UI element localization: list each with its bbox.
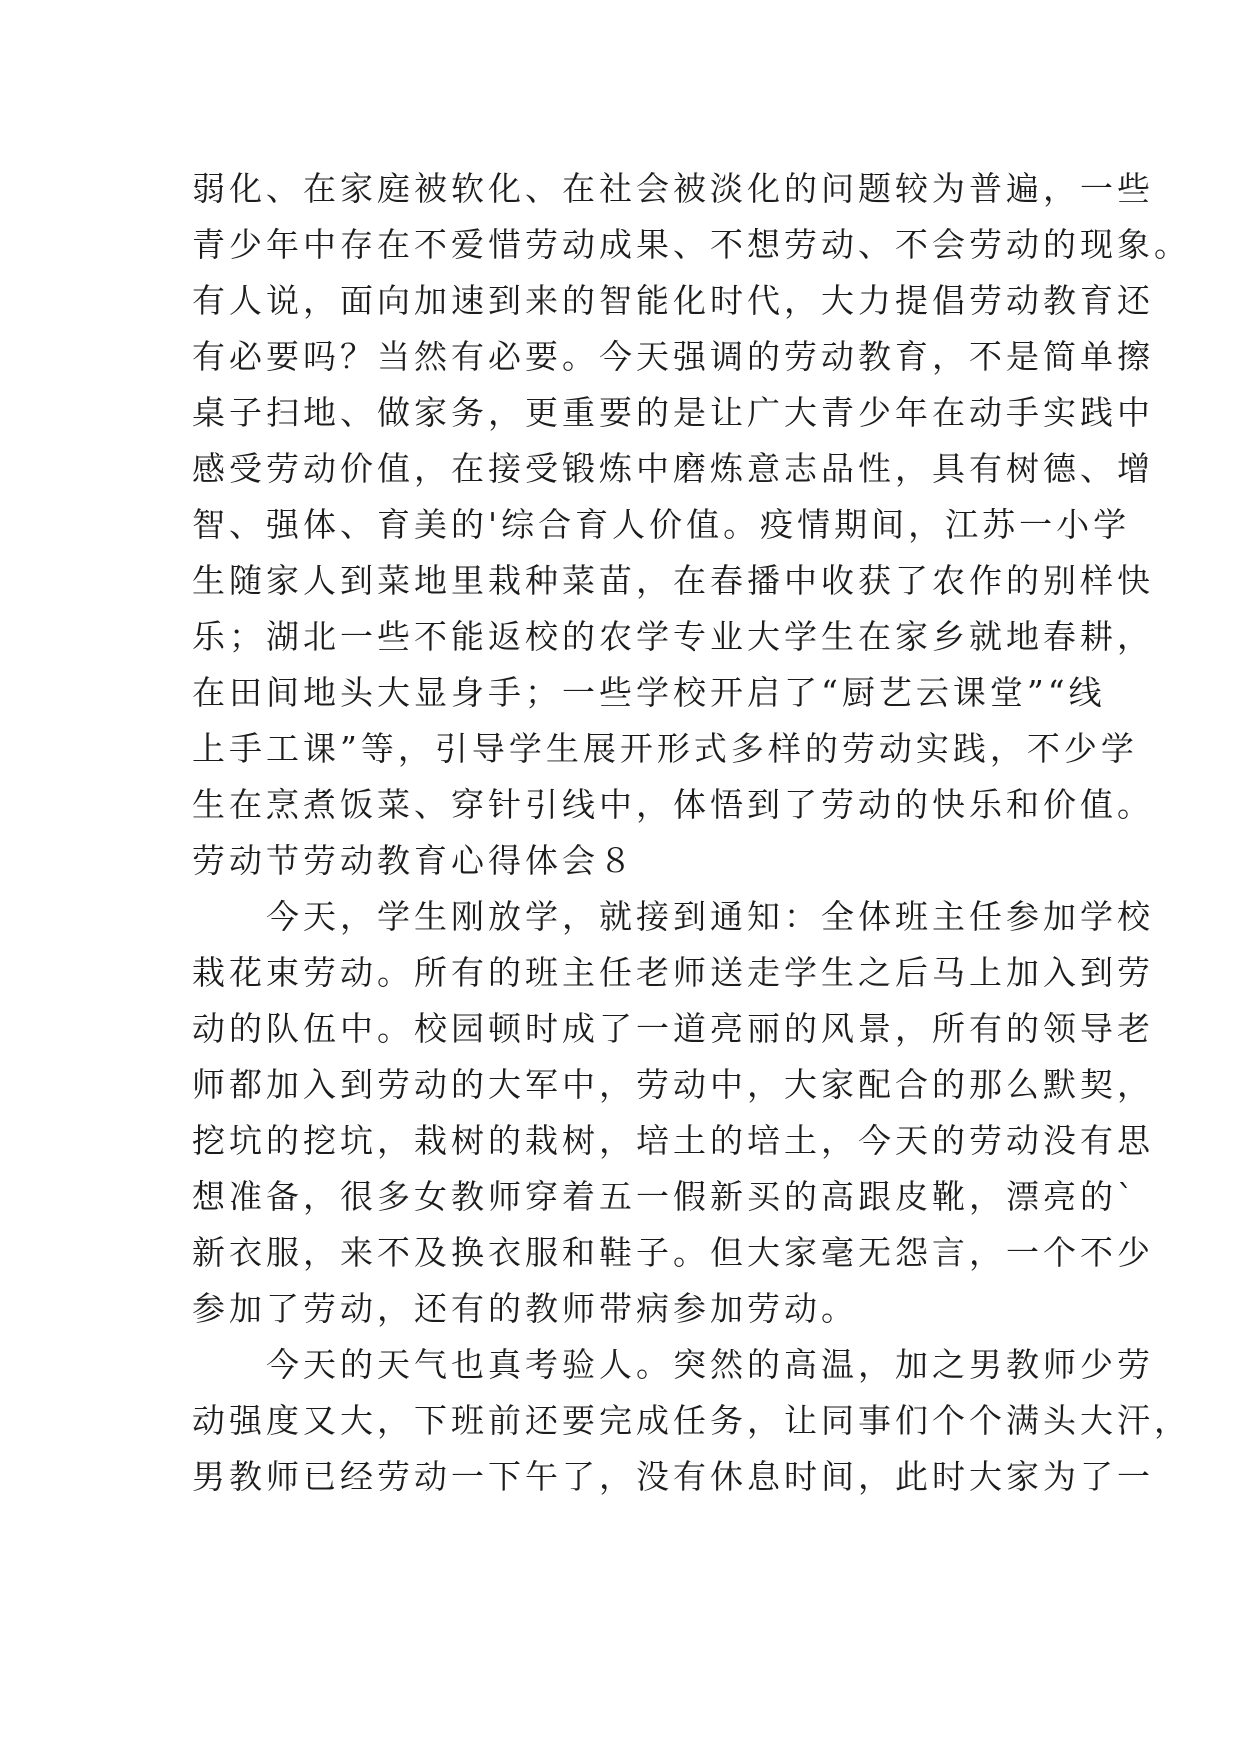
text-line: 上手工课”等，引导学生展开形式多样的劳动实践，不少学 [192, 729, 1138, 768]
section-heading: 劳动节劳动教育心得体会８ [192, 841, 636, 880]
text-line: 智、强体、育美的'综合育人价值。疫情期间，江苏一小学 [192, 505, 1131, 544]
text-line: 生随家人到菜地里栽种菜苗，在春播中收获了农作的别样快 [192, 561, 1154, 600]
text-line: 栽花束劳动。所有的班主任老师送走学生之后马上加入到劳 [192, 953, 1154, 992]
text-line: 感受劳动价值，在接受锻炼中磨炼意志品性，具有树德、增 [192, 449, 1154, 488]
text-line: 弱化、在家庭被软化、在社会被淡化的问题较为普遍，一些 [192, 169, 1154, 208]
text-line: 师都加入到劳动的大军中，劳动中，大家配合的那么默契， [192, 1065, 1154, 1104]
text-line: 有人说，面向加速到来的智能化时代，大力提倡劳动教育还 [192, 281, 1154, 320]
text-line: 乐；湖北一些不能返校的农学专业大学生在家乡就地春耕， [192, 617, 1154, 656]
text-line: 有必要吗？当然有必要。今天强调的劳动教育，不是简单擦 [192, 337, 1154, 376]
text-line: 今天的天气也真考验人。突然的高温，加之男教师少劳 [192, 1345, 1154, 1384]
text-line: 青少年中存在不爱惜劳动成果、不想劳动、不会劳动的现象。 [192, 225, 1191, 264]
text-line: 在田间地头大显身手；一些学校开启了“厨艺云课堂”“线 [192, 673, 1106, 712]
text-line: 参加了劳动，还有的教师带病参加劳动。 [192, 1289, 858, 1328]
text-line: 男教师已经劳动一下午了，没有休息时间，此时大家为了一 [192, 1457, 1154, 1496]
text-line: 想准备，很多女教师穿着五一假新买的高跟皮靴，漂亮的` [192, 1177, 1138, 1216]
text-line: 挖坑的挖坑，栽树的栽树，培土的培土，今天的劳动没有思 [192, 1121, 1154, 1160]
text-line: 桌子扫地、做家务，更重要的是让广大青少年在动手实践中 [192, 393, 1154, 432]
text-line: 新衣服，来不及换衣服和鞋子。但大家毫无怨言，一个不少 [192, 1233, 1154, 1272]
text-line: 今天，学生刚放学，就接到通知：全体班主任参加学校 [192, 897, 1154, 936]
body-text [192, 161, 1191, 1505]
text-line: 动的队伍中。校园顿时成了一道亮丽的风景，所有的领导老 [192, 1009, 1154, 1048]
text-line: 动强度又大，下班前还要完成任务，让同事们个个满头大汗， [192, 1401, 1191, 1440]
text-line: 生在烹煮饭菜、穿针引线中，体悟到了劳动的快乐和价值。 [192, 785, 1154, 824]
